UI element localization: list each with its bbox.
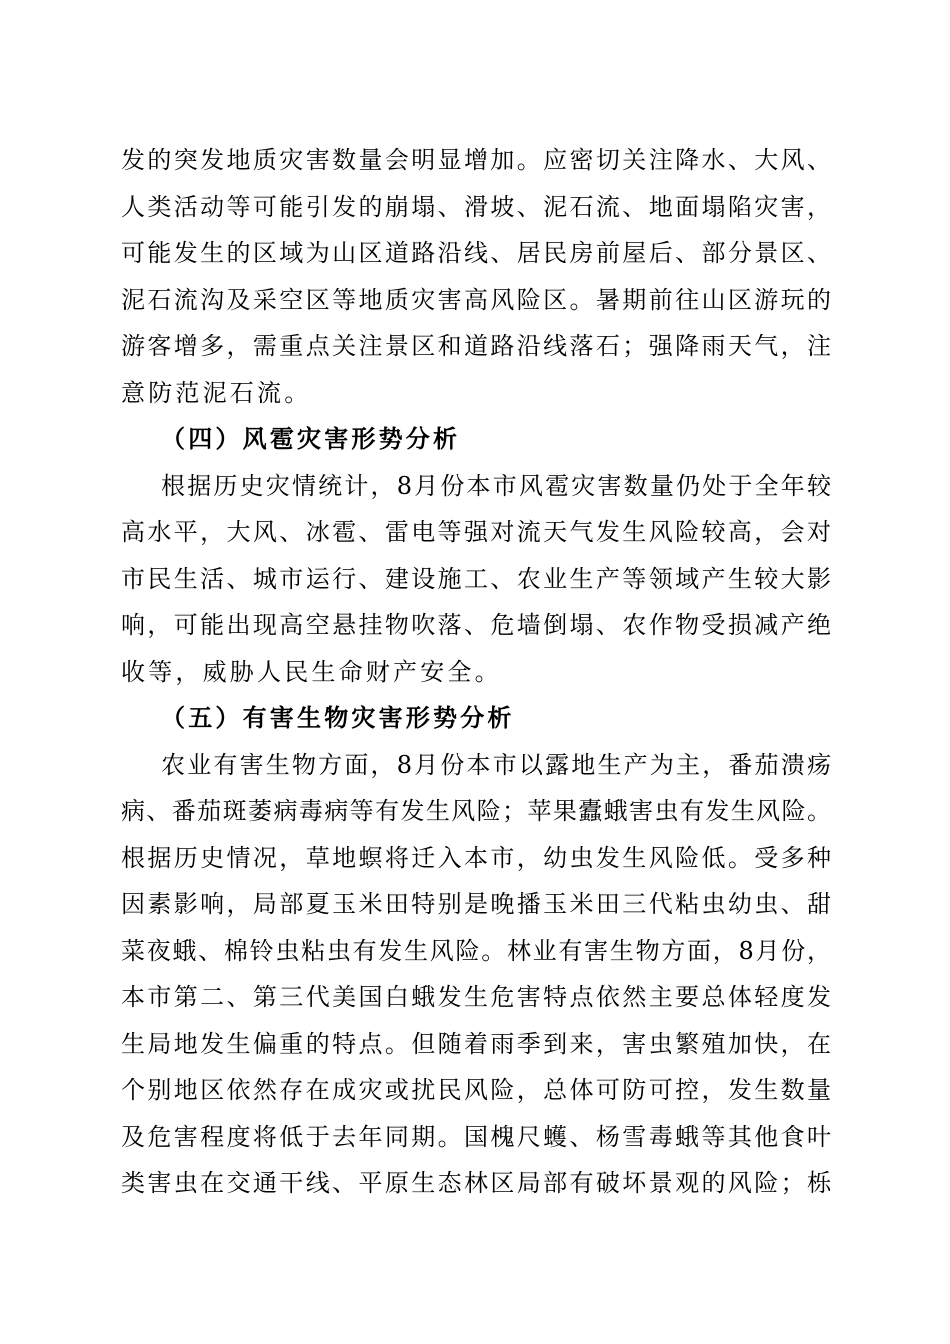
paragraph-line: 生局地发生偏重的特点。但随着雨季到来，害虫繁殖加快，在 xyxy=(121,1029,831,1058)
paragraph-line: 根据历史情况，草地螟将迁入本市，幼虫发生风险低。受多种 xyxy=(121,843,831,872)
paragraph-line: 高水平，大风、冰雹、雷电等强对流天气发生风险较高，会对 xyxy=(121,518,831,546)
paragraph-line: 病、番茄斑萎病毒病等有发生风险；苹果蠹蛾害虫有发生风险。 xyxy=(121,797,831,825)
paragraph-line: 类害虫在交通干线、平原生态林区局部有破坏景观的风险；栎 xyxy=(121,1169,831,1197)
paragraph-line: 意防范泥石流。 xyxy=(121,378,312,407)
paragraph-line: 菜夜蛾、棉铃虫粘虫有发生风险。林业有害生物方面，8月份， xyxy=(121,936,831,965)
section-heading-pests: （五）有害生物灾害形势分析 xyxy=(161,704,515,732)
paragraph-line: 及危害程度将低于去年同期。国槐尺蠖、杨雪毒蛾等其他食叶 xyxy=(121,1122,831,1151)
paragraph-line: 收等，威胁人民生命财产安全。 xyxy=(121,657,502,686)
paragraph-line: 发的突发地质灾害数量会明显增加。应密切关注降水、大风、 xyxy=(121,146,831,174)
paragraph-line: 泥石流沟及采空区等地质灾害高风险区。暑期前往山区游玩的 xyxy=(121,285,831,314)
paragraph-line: 本市第二、第三代美国白蛾发生危害特点依然主要总体轻度发 xyxy=(121,983,831,1011)
paragraph-line: 市民生活、城市运行、建设施工、农业生产等领域产生较大影 xyxy=(121,564,831,593)
paragraph-line: 根据历史灾情统计，8月份本市风雹灾害数量仍处于全年较 xyxy=(161,471,831,500)
paragraph-line: 游客增多，需重点关注景区和道路沿线落石；强降雨天气，注 xyxy=(121,332,831,360)
section-heading-hail: （四）风雹灾害形势分析 xyxy=(161,425,461,453)
paragraph-line: 农业有害生物方面，8月份本市以露地生产为主，番茄溃疡 xyxy=(161,750,831,779)
paragraph-line: 个别地区依然存在成灾或扰民风险，总体可防可控，发生数量 xyxy=(121,1076,831,1104)
paragraph-line: 响，可能出现高空悬挂物吹落、危墙倒塌、农作物受损减产绝 xyxy=(121,611,831,639)
paragraph-line: 可能发生的区域为山区道路沿线、居民房前屋后、部分景区、 xyxy=(121,239,831,267)
document-body xyxy=(121,137,831,1207)
paragraph-line: 因素影响，局部夏玉米田特别是晚播玉米田三代粘虫幼虫、甜 xyxy=(121,890,831,918)
paragraph-line: 人类活动等可能引发的崩塌、滑坡、泥石流、地面塌陷灾害， xyxy=(121,192,831,221)
